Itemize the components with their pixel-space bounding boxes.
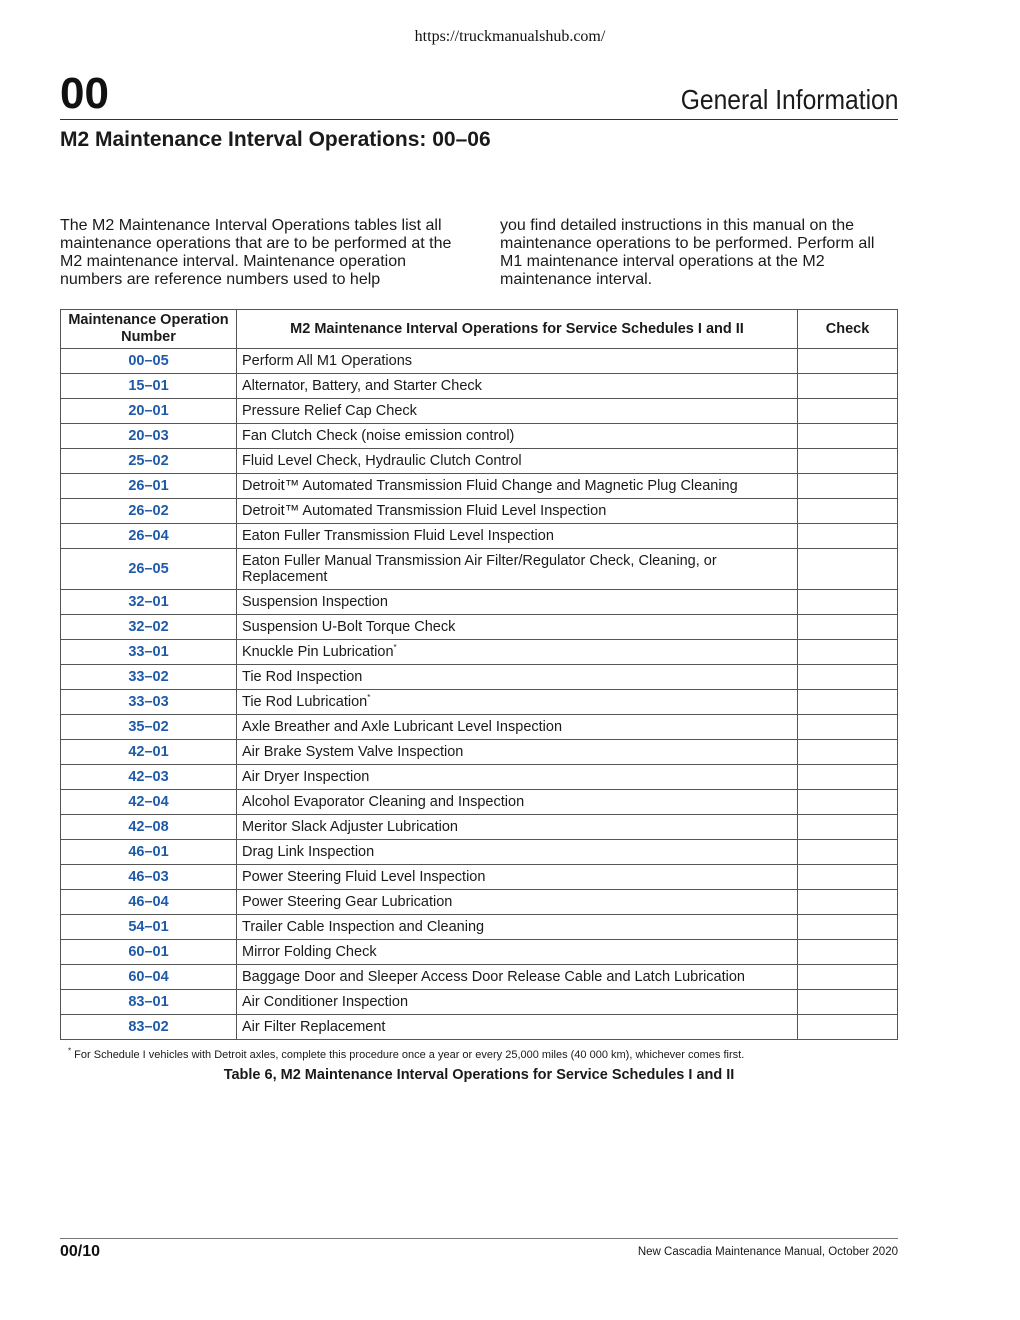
check-cell[interactable] — [798, 399, 898, 424]
operation-description — [237, 1015, 798, 1040]
header-check: Check — [798, 310, 898, 349]
operation-number-link[interactable]: 26–05 — [61, 549, 237, 590]
operation-description — [237, 349, 798, 374]
operation-description — [237, 915, 798, 940]
operation-description — [237, 815, 798, 840]
operation-number-link[interactable]: 46–04 — [61, 890, 237, 915]
table-row — [61, 349, 898, 374]
operation-number-link[interactable]: 20–03 — [61, 424, 237, 449]
operation-number-link[interactable]: 33–02 — [61, 665, 237, 690]
operation-description — [237, 499, 798, 524]
table-row — [61, 640, 898, 665]
operation-number-link[interactable]: 54–01 — [61, 915, 237, 940]
section-number: 00 — [60, 69, 109, 118]
check-cell[interactable] — [798, 549, 898, 590]
check-cell[interactable] — [798, 890, 898, 915]
operation-number-link[interactable]: 60–04 — [61, 965, 237, 990]
source-url[interactable]: https://truckmanualshub.com/ — [414, 28, 606, 45]
table-row — [61, 790, 898, 815]
operation-description-text: Eaton Fuller Manual Transmission Air Filter/Regulator Check, Cleaning, or Replacement — [242, 553, 717, 585]
operation-description-text: Alcohol Evaporator Cleaning and Inspection — [242, 794, 525, 810]
table-row — [61, 990, 898, 1015]
operation-number-link[interactable]: 00–05 — [61, 349, 237, 374]
operation-number-link[interactable]: 42–04 — [61, 790, 237, 815]
table-row — [61, 815, 898, 840]
check-cell[interactable] — [798, 915, 898, 940]
operation-number-link[interactable]: 35–02 — [61, 715, 237, 740]
operation-description — [237, 449, 798, 474]
check-cell[interactable] — [798, 349, 898, 374]
table-row — [61, 965, 898, 990]
operation-description — [237, 715, 798, 740]
check-cell[interactable] — [798, 1015, 898, 1040]
check-cell[interactable] — [798, 790, 898, 815]
operation-description-text: Tie Rod Inspection — [242, 669, 363, 685]
table-row — [61, 890, 898, 915]
operation-description — [237, 590, 798, 615]
operation-description — [237, 690, 798, 715]
operation-description — [237, 940, 798, 965]
check-cell[interactable] — [798, 965, 898, 990]
check-cell[interactable] — [798, 499, 898, 524]
table-row — [61, 915, 898, 940]
table-header-row — [61, 310, 898, 349]
operation-description-text: Alternator, Battery, and Starter Check — [242, 378, 482, 394]
table-row — [61, 1015, 898, 1040]
intro-text — [60, 217, 898, 289]
header-operations: M2 Maintenance Interval Operations for Service Schedules I and II — [237, 310, 798, 349]
operation-description-text: Suspension U-Bolt Torque Check — [242, 619, 456, 635]
operation-description-text: Power Steering Gear Lubrication — [242, 894, 453, 910]
footnote-text: For Schedule I vehicles with Detroit axles, complete this procedure once a year or every 25,000 miles (40 000 km), whichever comes first. — [71, 1049, 745, 1061]
operation-description — [237, 840, 798, 865]
operation-description-text: Meritor Slack Adjuster Lubrication — [242, 819, 458, 835]
operation-description-text: Mirror Folding Check — [242, 944, 377, 960]
table-row — [61, 374, 898, 399]
operation-description-text: Air Dryer Inspection — [242, 769, 370, 785]
operation-number-link[interactable]: 32–01 — [61, 590, 237, 615]
check-cell[interactable] — [798, 690, 898, 715]
check-cell[interactable] — [798, 815, 898, 840]
table-row — [61, 665, 898, 690]
check-cell[interactable] — [798, 740, 898, 765]
section-title: General Information — [680, 84, 898, 115]
manual-name: New Cascadia Maintenance Manual, October 2020 — [637, 1246, 898, 1258]
operation-number-link[interactable]: 83–02 — [61, 1015, 237, 1040]
page-number: 00/10 — [60, 1243, 101, 1260]
check-cell[interactable] — [798, 615, 898, 640]
operation-description — [237, 640, 798, 665]
operation-number-link[interactable]: 32–02 — [61, 615, 237, 640]
footer-rule — [60, 1238, 898, 1239]
table-row — [61, 740, 898, 765]
check-cell[interactable] — [798, 665, 898, 690]
operation-number-link[interactable]: 33–03 — [61, 690, 237, 715]
check-cell[interactable] — [798, 640, 898, 665]
operation-description — [237, 374, 798, 399]
check-cell[interactable] — [798, 424, 898, 449]
table-row — [61, 499, 898, 524]
operation-number-link[interactable]: 60–01 — [61, 940, 237, 965]
check-cell[interactable] — [798, 865, 898, 890]
operation-number-link[interactable]: 42–08 — [61, 815, 237, 840]
table-row — [61, 474, 898, 499]
operation-number-link[interactable]: 26–04 — [61, 524, 237, 549]
header-rule — [60, 119, 898, 120]
operation-description-text: Perform All M1 Operations — [242, 353, 413, 369]
operation-number-link[interactable]: 42–03 — [61, 765, 237, 790]
operation-description-text: Axle Breather and Axle Lubricant Level Inspection — [242, 719, 563, 735]
table-row — [61, 840, 898, 865]
table-row — [61, 865, 898, 890]
operation-description — [237, 765, 798, 790]
operation-description-text: Detroit™ Automated Transmission Fluid Level Inspection — [242, 503, 607, 519]
operation-number-link[interactable]: 46–01 — [61, 840, 237, 865]
check-cell[interactable] — [798, 374, 898, 399]
operation-description — [237, 790, 798, 815]
operation-number-link[interactable]: 15–01 — [61, 374, 237, 399]
operation-description-text: Eaton Fuller Transmission Fluid Level Inspection — [242, 528, 554, 544]
operation-description — [237, 615, 798, 640]
footnote-mark: * — [68, 1046, 72, 1056]
page-heading: M2 Maintenance Interval Operations: 00–06 — [60, 128, 491, 151]
table-row — [61, 449, 898, 474]
table-row — [61, 715, 898, 740]
operations-table — [60, 309, 898, 1040]
footnote-mark: * — [367, 693, 371, 703]
table-row — [61, 590, 898, 615]
check-cell[interactable] — [798, 715, 898, 740]
operation-description — [237, 890, 798, 915]
operation-number-link[interactable]: 26–02 — [61, 499, 237, 524]
header-operation-number: Maintenance Operation Number — [61, 310, 237, 349]
operation-number-link[interactable]: 83–01 — [61, 990, 237, 1015]
check-cell[interactable] — [798, 840, 898, 865]
table-row — [61, 940, 898, 965]
check-cell[interactable] — [798, 474, 898, 499]
operation-number-link[interactable]: 26–01 — [61, 474, 237, 499]
operation-description — [237, 549, 798, 590]
operation-description-text: Power Steering Fluid Level Inspection — [242, 869, 486, 885]
check-cell[interactable] — [798, 990, 898, 1015]
check-cell[interactable] — [798, 940, 898, 965]
operation-description — [237, 865, 798, 890]
operation-description — [237, 965, 798, 990]
operation-number-link[interactable]: 42–01 — [61, 740, 237, 765]
table-row — [61, 765, 898, 790]
operation-description-text: Fluid Level Check, Hydraulic Clutch Control — [242, 453, 522, 469]
check-cell[interactable] — [798, 590, 898, 615]
table-row — [61, 690, 898, 715]
intro-column-right: you find detailed instructions in this manual on the maintenance operations to be performed. Perform all M1 maintenance interval operations at the M2 maintenance interval. — [500, 217, 875, 288]
table-caption: Table 6, M2 Maintenance Interval Operations for Service Schedules I and II — [223, 1067, 735, 1083]
operation-description-text: Knuckle Pin Lubrication — [242, 644, 394, 660]
operation-description-text: Trailer Cable Inspection and Cleaning — [242, 919, 485, 935]
operation-description — [237, 524, 798, 549]
operation-description — [237, 990, 798, 1015]
check-cell[interactable] — [798, 765, 898, 790]
table-row — [61, 524, 898, 549]
check-cell[interactable] — [798, 449, 898, 474]
table-row — [61, 549, 898, 590]
operation-number-link[interactable]: 33–01 — [61, 640, 237, 665]
operation-description-text: Suspension Inspection — [242, 594, 388, 610]
operation-description-text: Air Conditioner Inspection — [242, 994, 409, 1010]
operation-description — [237, 665, 798, 690]
operation-description — [237, 740, 798, 765]
table-body — [61, 349, 898, 1040]
footnote-mark: * — [393, 643, 397, 653]
operation-description-text: Air Brake System Valve Inspection — [242, 744, 464, 760]
operation-description-text: Detroit™ Automated Transmission Fluid Change and Magnetic Plug Cleaning — [242, 478, 738, 494]
operation-description-text: Air Filter Replacement — [242, 1019, 386, 1035]
table-footnote — [68, 1046, 745, 1062]
operation-description-text: Tie Rod Lubrication — [242, 694, 368, 710]
operation-description-text: Pressure Relief Cap Check — [242, 403, 417, 419]
operation-description — [237, 399, 798, 424]
operation-number-link[interactable]: 20–01 — [61, 399, 237, 424]
operation-description-text: Drag Link Inspection — [242, 844, 375, 860]
table-row — [61, 424, 898, 449]
intro-column-left: The M2 Maintenance Interval Operations tables list all maintenance operations that are to be performed at the M2 maintenance interval. Maintenance operation numbers are reference numbers used to help — [60, 217, 452, 288]
operation-number-link[interactable]: 25–02 — [61, 449, 237, 474]
table-row — [61, 615, 898, 640]
operation-description — [237, 474, 798, 499]
operation-description-text: Fan Clutch Check (noise emission control) — [242, 428, 515, 444]
table-row — [61, 399, 898, 424]
operation-number-link[interactable]: 46–03 — [61, 865, 237, 890]
operation-description-text: Baggage Door and Sleeper Access Door Release Cable and Latch Lubrication — [242, 969, 745, 985]
operation-description — [237, 424, 798, 449]
check-cell[interactable] — [798, 524, 898, 549]
